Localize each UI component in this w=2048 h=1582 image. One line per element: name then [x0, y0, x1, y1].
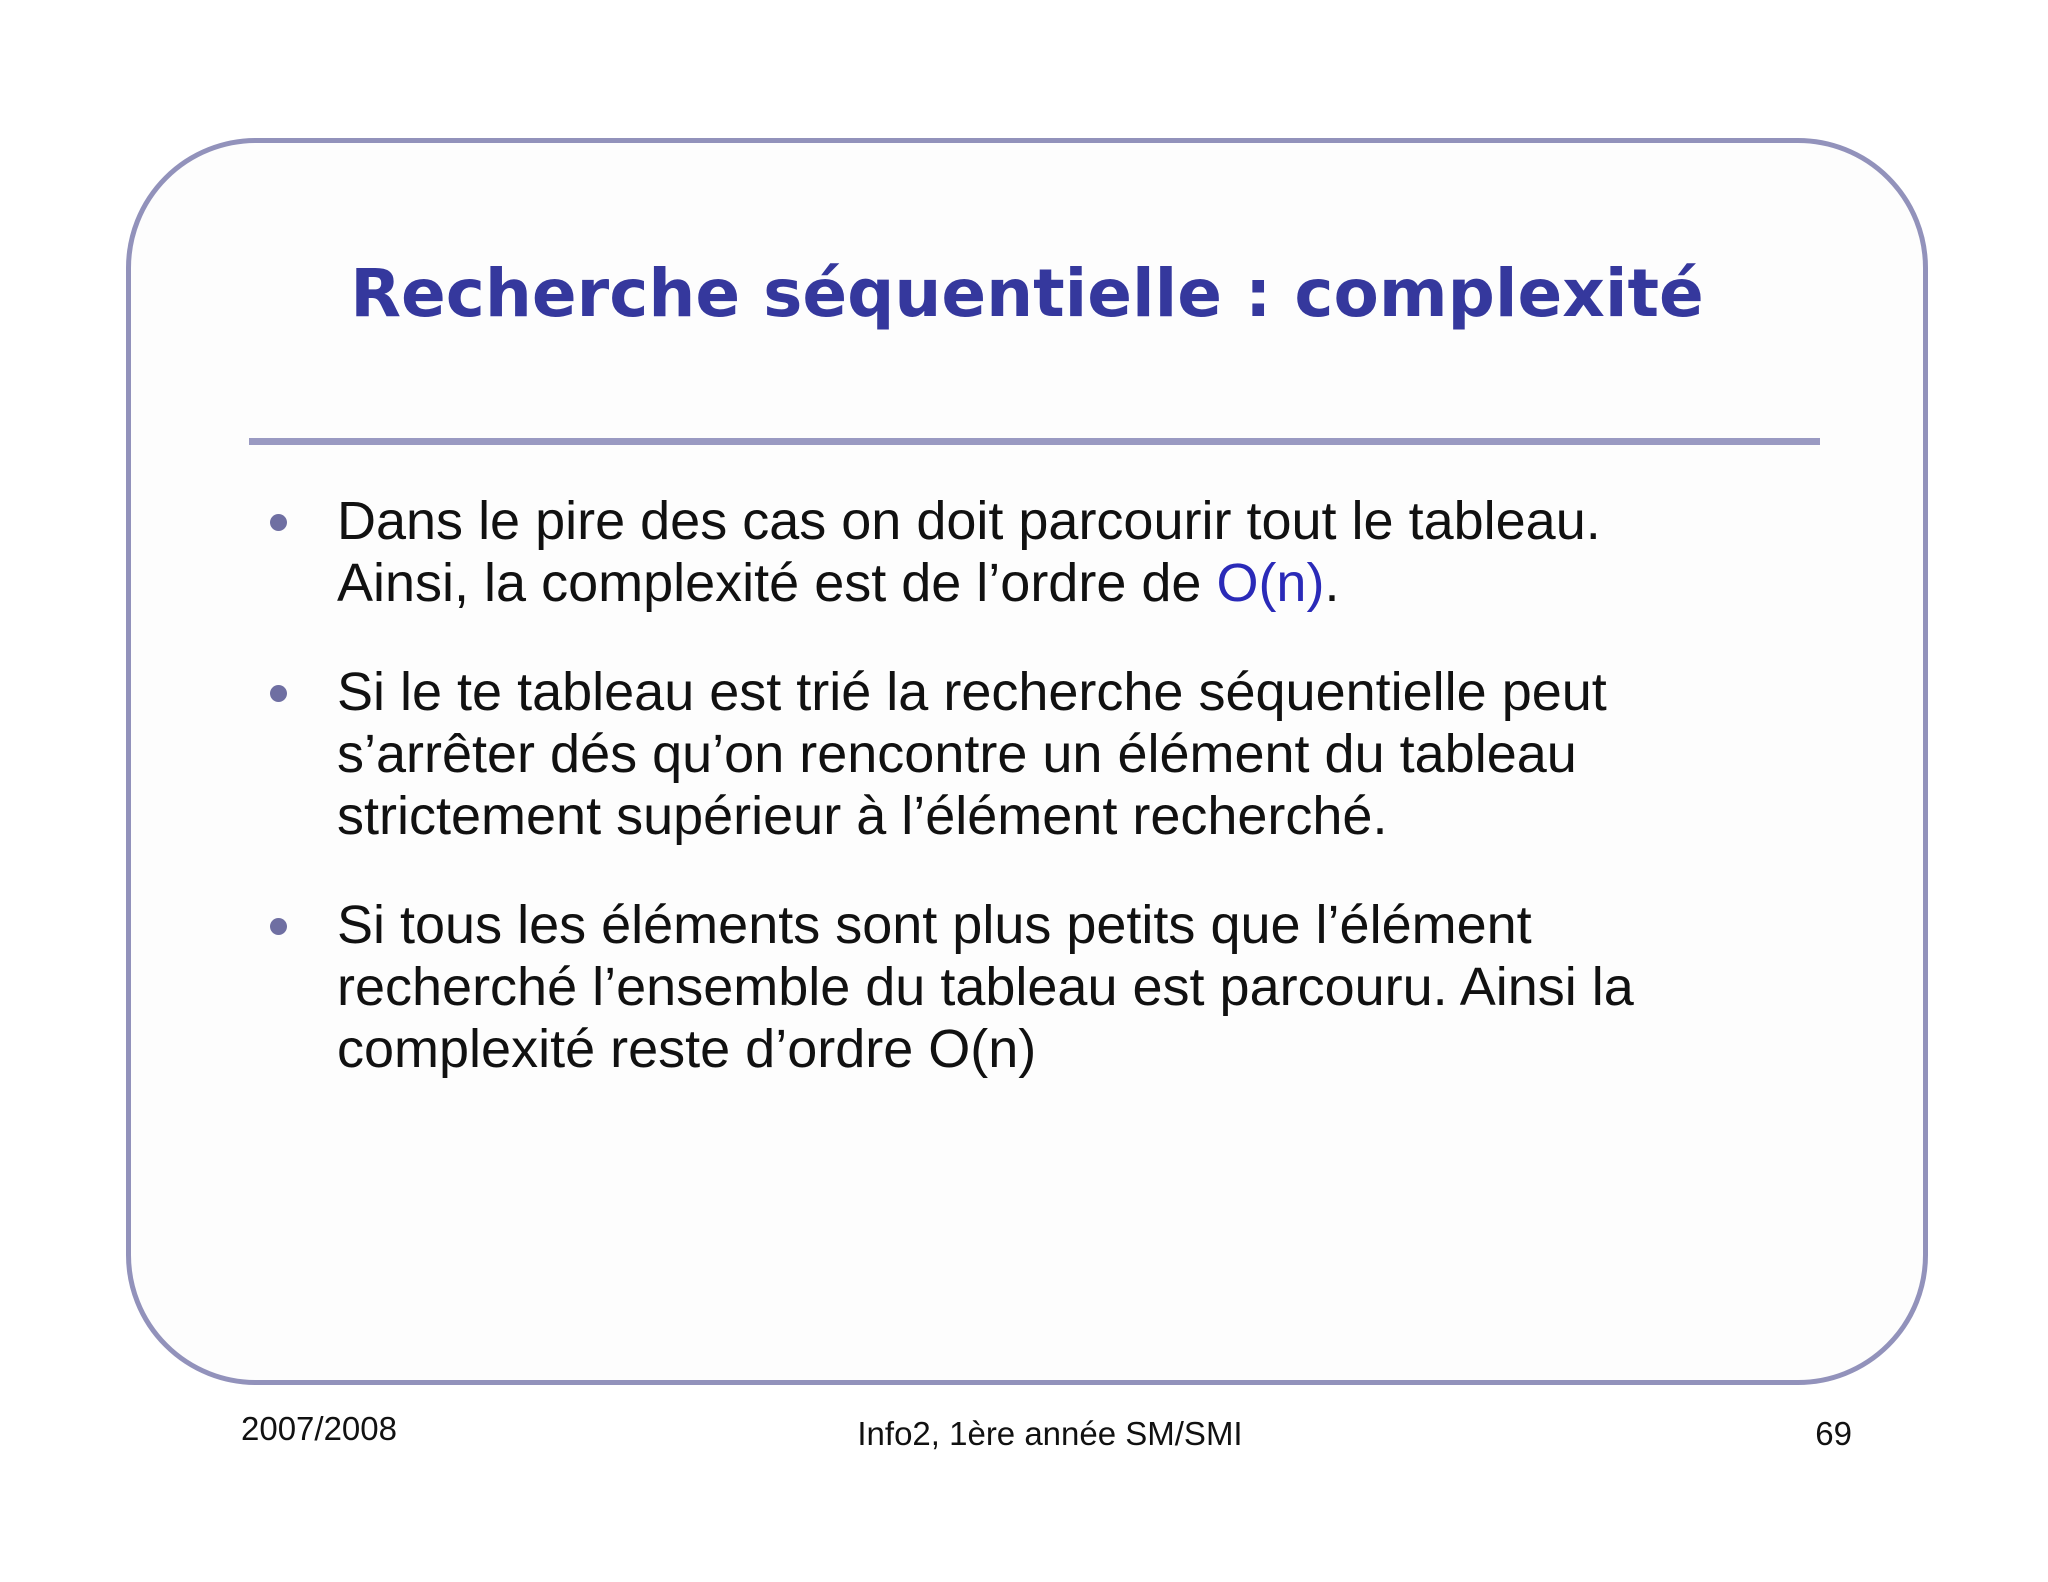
bullet-2-line-3: strictement supérieur à l’élément recherché. [337, 786, 1388, 846]
title-divider [249, 438, 1820, 445]
bullet-1-line-2-suffix: . [1324, 553, 1340, 613]
bullet-dot-icon [270, 918, 287, 935]
bullet-1-line-2 [337, 552, 1830, 614]
bullet-3-line-1: Si tous les éléments sont plus petits que l’élément [337, 895, 1532, 955]
slide-title: Recherche séquentielle : complexité [350, 255, 1704, 332]
bullet-item-1 [270, 490, 1830, 614]
bullet-dot-icon [270, 685, 287, 702]
footer-date: 2007/2008 [241, 1410, 397, 1447]
bullet-2-line-2: s’arrêter dés qu’on rencontre un élément du tableau [337, 724, 1577, 784]
bullet-1-line-2-prefix: Ainsi, la complexité est de l’ordre de [337, 553, 1217, 613]
footer-page-number: 69 [1815, 1415, 1852, 1452]
bullet-3-line-3: complexité reste d’ordre O(n) [337, 1019, 1037, 1079]
bullet-item-2 [270, 661, 1830, 847]
footer-course: Info2, 1ère année SM/SMI [857, 1415, 1243, 1452]
bullet-dot-icon [270, 514, 287, 531]
bullet-1-line-1: Dans le pire des cas on doit parcourir tout le tableau. [337, 491, 1601, 551]
bullet-list [270, 490, 1830, 1127]
bullet-item-3 [270, 894, 1830, 1080]
complexity-highlight: O(n) [1216, 553, 1325, 613]
bullet-2-line-1: Si le te tableau est trié la recherche séquentielle peut [337, 662, 1607, 722]
bullet-3-line-2: recherché l’ensemble du tableau est parcouru. Ainsi la [337, 957, 1634, 1017]
